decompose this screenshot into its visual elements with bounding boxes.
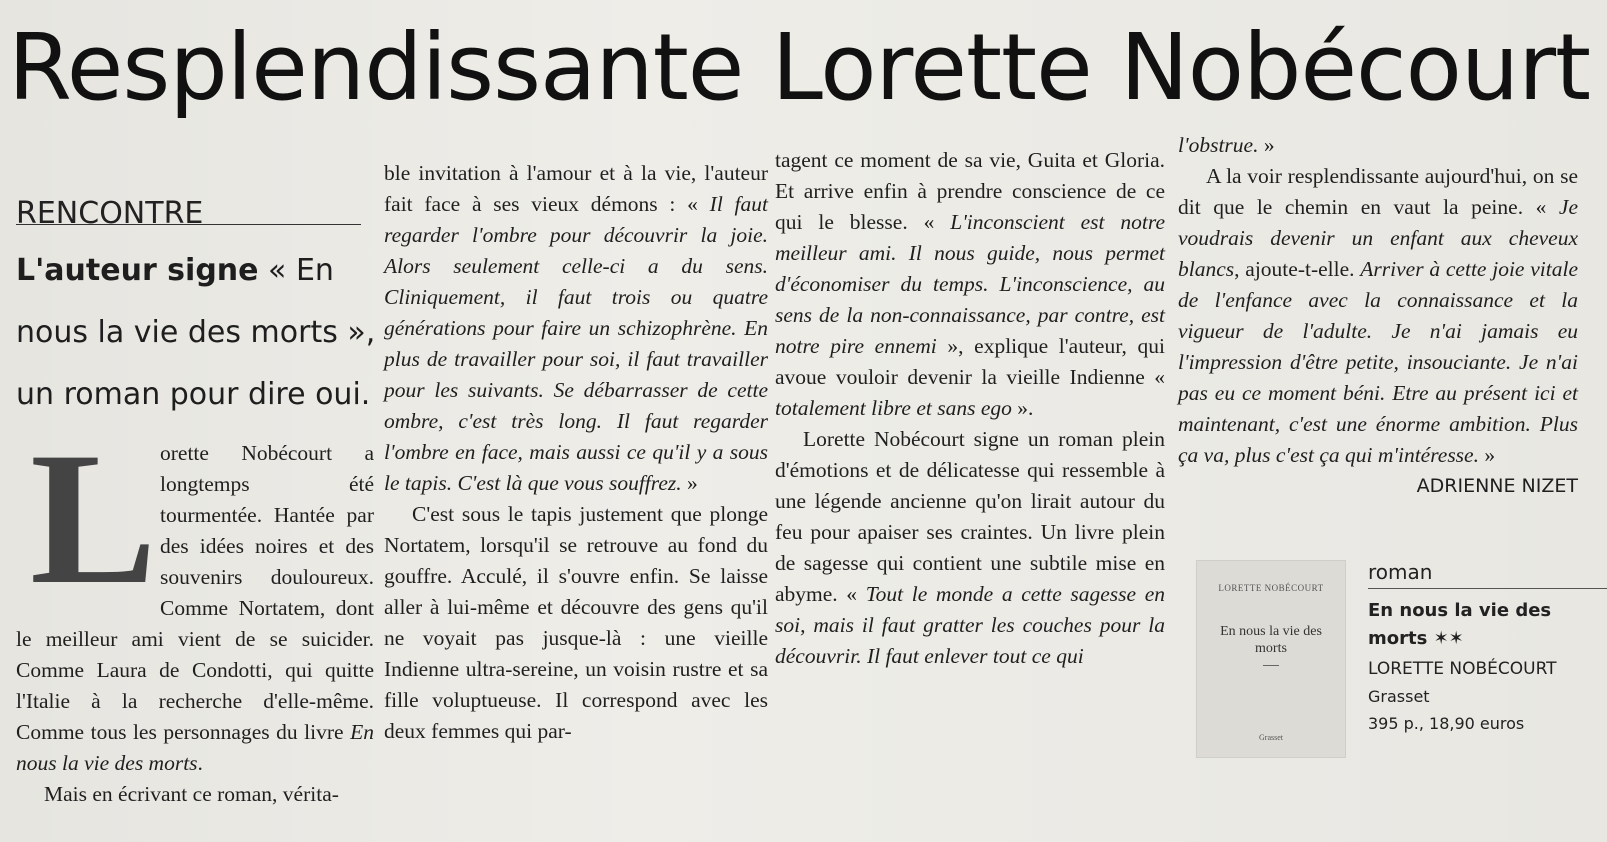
standfirst — [16, 240, 376, 426]
col1-paragraph-1-end: . — [197, 751, 203, 775]
col3-paragraph-1: tagent ce moment de sa vie, Guita et Gloria. Et arrive enfin à prendre conscience de ce qui le blesse. « — [775, 148, 1165, 234]
cover-title: En nous la vie des morts — [1220, 624, 1322, 656]
book-publisher: Grasset — [1368, 687, 1430, 706]
cover-author: LORETTE NOBÉCOURT — [1218, 583, 1324, 593]
cover-publisher: Grasset — [1259, 733, 1283, 742]
col3-paragraph-1-mid: », explique l'auteur, qui avoue vouloir devenir la vieille Indienne « — [775, 334, 1165, 389]
col3-paragraph-1-end: ». — [1011, 396, 1034, 420]
drop-cap: L — [30, 414, 157, 624]
book-title-inline: En nous la vie des morts — [16, 720, 374, 775]
col4-quote-1: Je voudrais devenir un enfant aux cheveux blancs — [1178, 195, 1578, 281]
col4-paragraph-0-end: » — [1258, 133, 1275, 157]
section-rule — [16, 224, 361, 225]
cover-rule — [1263, 665, 1279, 666]
col4-paragraph-1-mid: , ajoute-t-elle. — [1234, 257, 1361, 281]
col2-paragraph-2: C'est sous le tapis justement que plonge Nortatem, lorsqu'il se retrouve au fond du gouffre. Acculé, il s'ouvre enfin. Se laisse aller à lui-même et découvre des gens qu'il ne voyait pas jusque-là : une vieille Indienne ultra-sereine, un voisin rustre et sa fille voluptueuse. Il correspond avec les deux femmes qui par- — [384, 502, 768, 743]
col4-paragraph-1: A la voir resplendissante aujourd'hui, on se dit que le chemin en vaut la peine. « — [1178, 164, 1578, 219]
section-label: RENCONTRE — [16, 196, 204, 231]
col4-quote-0: l'obstrue. — [1178, 133, 1259, 157]
col3-paragraph-2: Lorette Nobécourt signe un roman plein d'émotions et de délicatesse qui ressemble à une légende ancienne qu'on lirait autour du feu pour apaiser ses craintes. Un livre plein de sagesse qui contient une subtile mise en abyme. « — [775, 427, 1165, 606]
book-genre: roman — [1368, 560, 1607, 589]
article-column-1 — [16, 414, 374, 810]
col2-paragraph-1: ble invitation à l'amour et à la vie, l'auteur fait face à ses vieux démons : « — [384, 161, 768, 216]
book-details — [1368, 560, 1607, 733]
col2-paragraph-1-end: » — [681, 471, 698, 495]
col4-paragraph-1-end: » — [1478, 443, 1496, 467]
book-pages-price: 395 p., 18,90 euros — [1368, 714, 1525, 733]
col3-quote-1: L'inconscient est notre meilleur ami. Il nous guide, nous permet d'économiser du temps. L'inconscience, au sens de la non-connaissance, par contre, est notre pire ennemi — [775, 210, 1165, 358]
book-info-box — [1196, 560, 1606, 760]
article-column-3 — [775, 145, 1165, 672]
article-column-4 — [1178, 130, 1578, 502]
author-signature: ADRIENNE NIZET — [1416, 475, 1578, 497]
col4-quote-2: Arriver à cette joie vitale de l'enfance avec la connaissance et la vigueur de l'adulte. Je n'ai jamais eu l'impression d'être petite, insouciante. Je n'ai pas eu ce moment béni. Etre au présent ici et maintenant, c'est une énorme ambition. Plus ça va, plus c'est ça qui m'intéresse. — [1178, 257, 1578, 467]
col3-quote-2: totalement libre et sans ego — [775, 396, 1012, 420]
book-author: LORETTE NOBÉCOURT — [1368, 659, 1557, 679]
col1-paragraph-2: Mais en écrivant ce roman, vérita- — [44, 782, 339, 806]
headline: Resplendissante Lorette Nobécourt — [8, 14, 1591, 121]
col2-quote-1: Il faut regarder l'ombre pour découvrir la joie. Alors seulement celle-ci a du sens. Cliniquement, il faut trois ou quatre générations pour faire un schizophrène. En plus de travailler pour soi, il faut travailler pour les suivants. Se débarrasser de cette ombre, c'est très long. Il faut regarder l'ombre en face, mais aussi ce qu'il y a sous le tapis. C'est là que vous souffrez. — [384, 192, 768, 495]
col1-paragraph-1: orette Nobécourt a longtemps été tourmentée. Hantée par des idées noires et des souvenirs douloureux. Comme Nortatem, dont le meilleur ami vient de se suicider. Comme Laura de Condotti, qui quitte l'Italie à la recherche d'elle-même. Comme tous les personnages du livre — [16, 441, 374, 744]
standfirst-lead: L'auteur signe — [16, 253, 259, 288]
book-cover-image — [1196, 560, 1346, 758]
col3-quote-3: Tout le monde a cette sagesse en soi, mais il faut gratter les couches pour la découvrir. Il faut enlever tout ce qui — [775, 582, 1165, 668]
standfirst-text: « En nous la vie des morts », un roman pour dire oui. — [16, 253, 376, 412]
book-title: En nous la vie des morts ✶✶ — [1368, 600, 1552, 649]
article-column-2 — [384, 158, 768, 747]
